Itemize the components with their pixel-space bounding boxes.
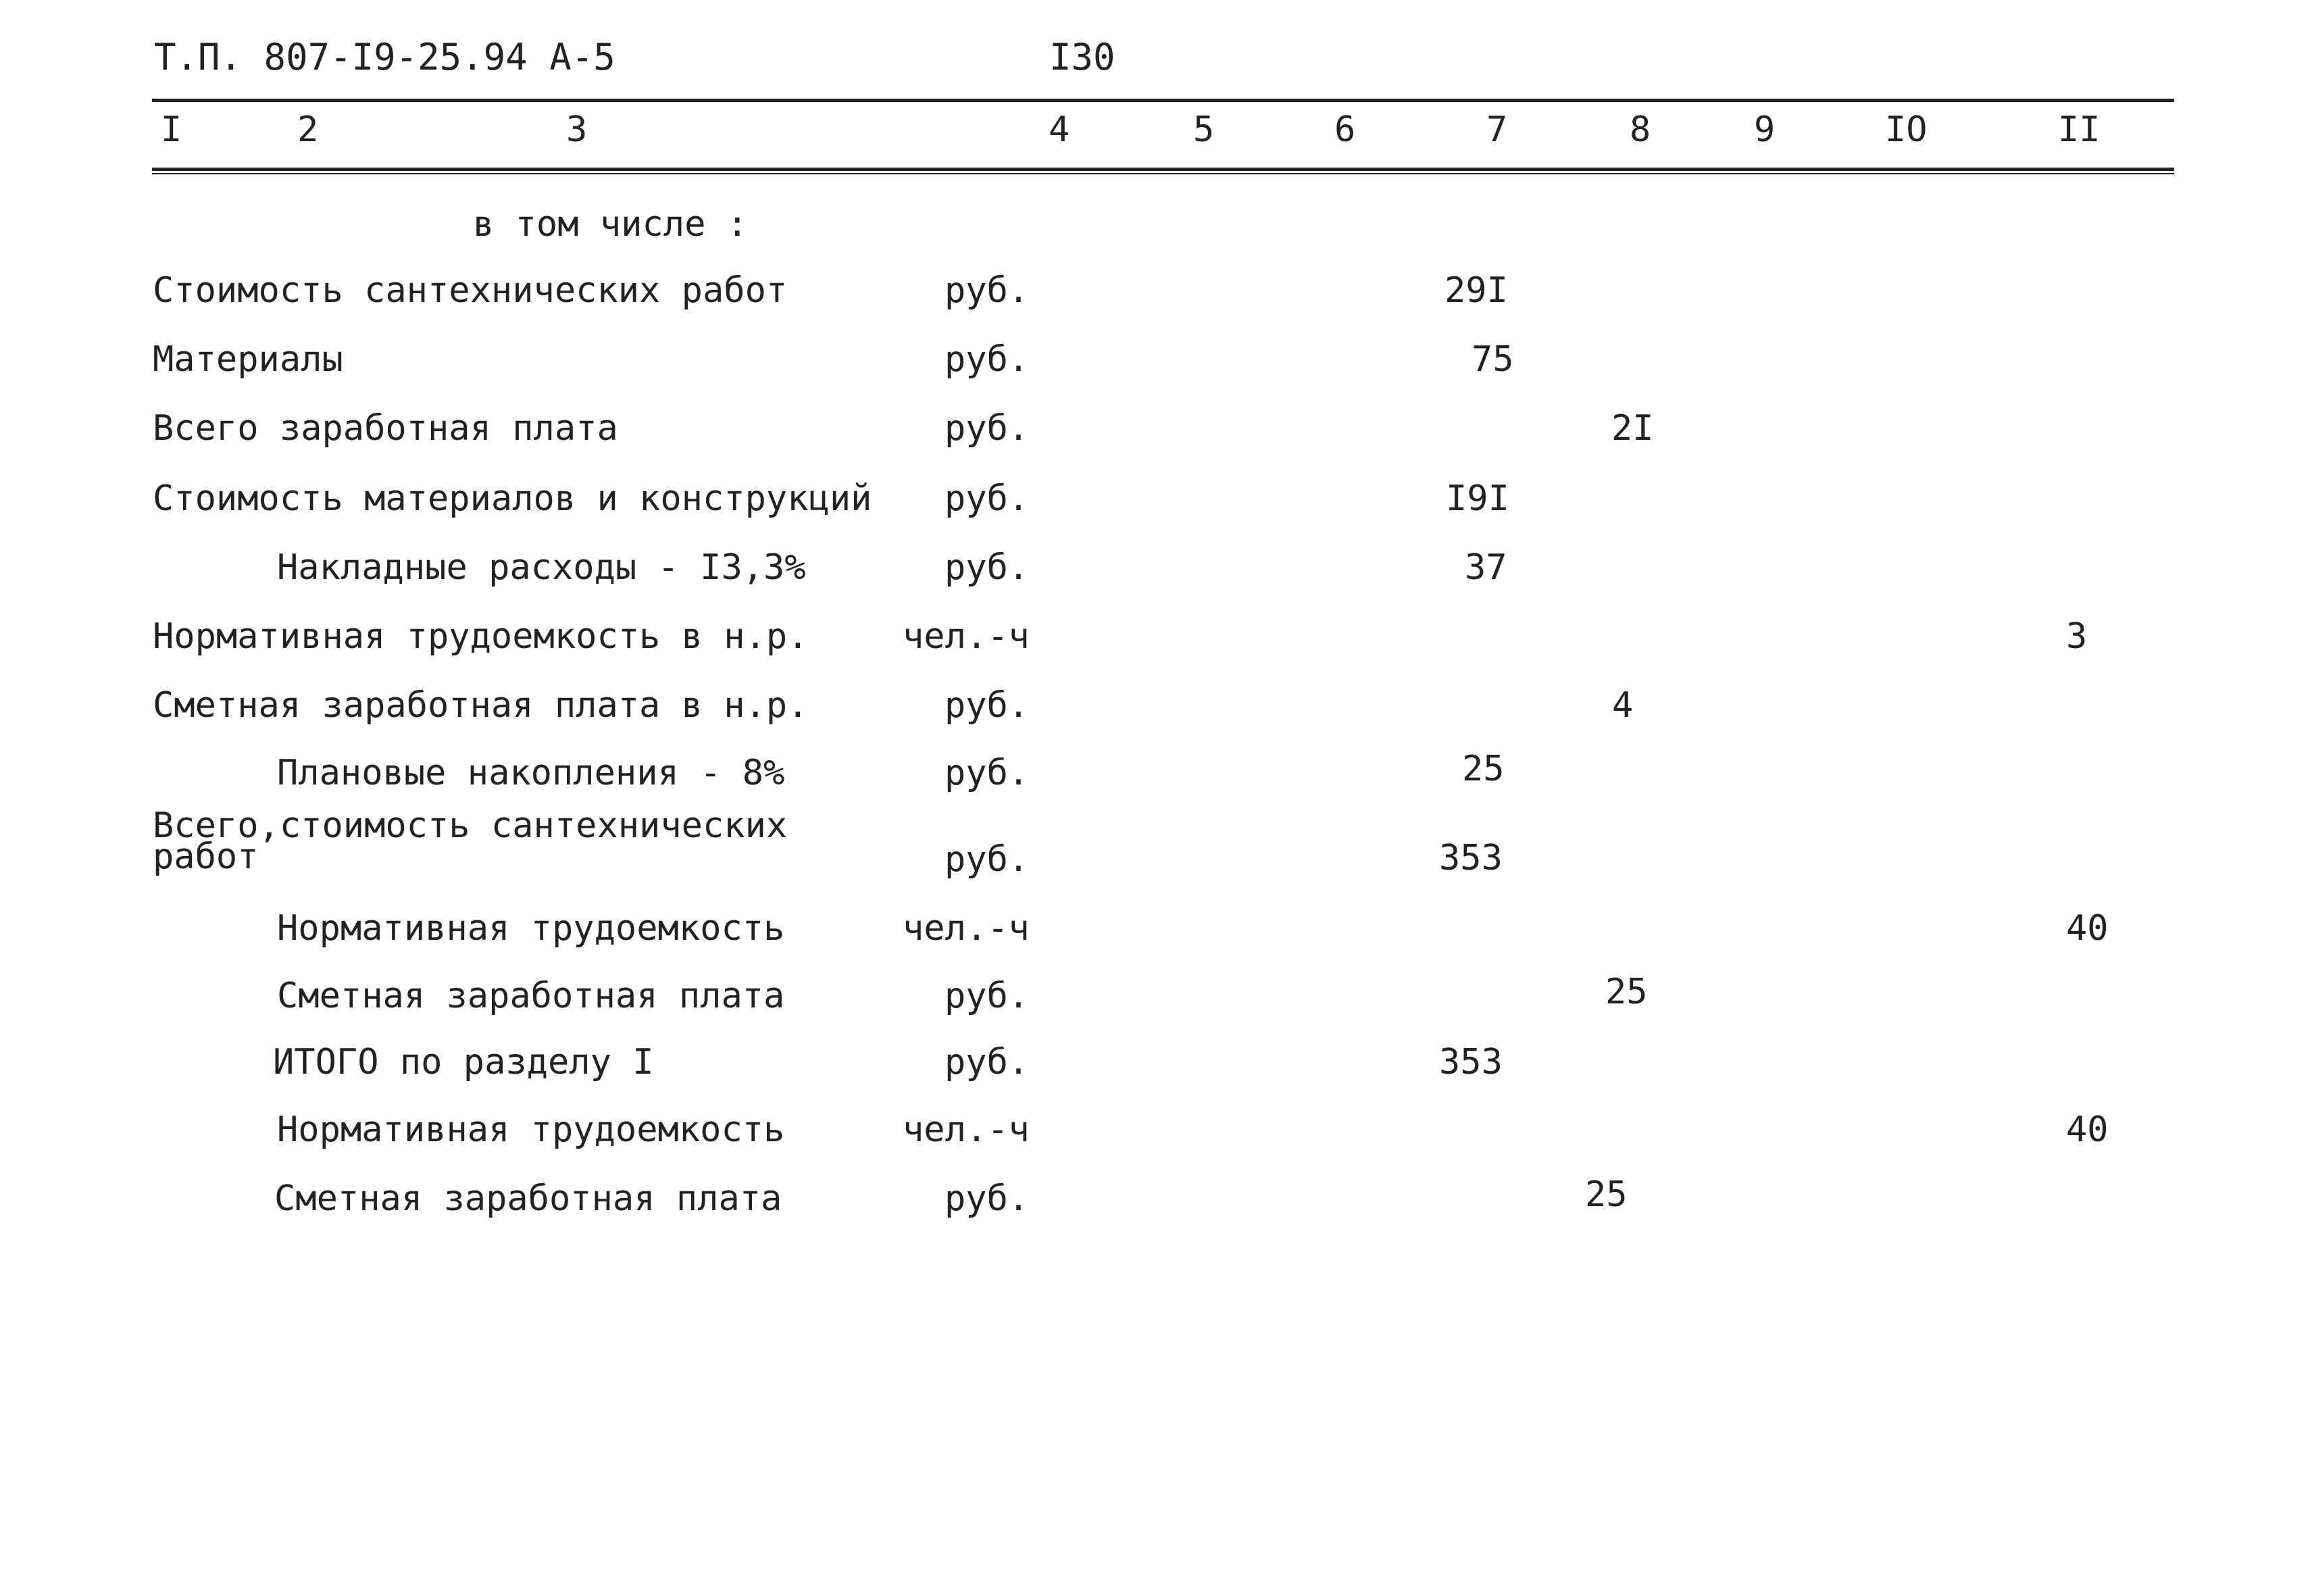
column-number-11: II	[2058, 109, 2101, 150]
row-label: Стоимость сантехнических работ	[153, 270, 788, 311]
column-number-6: 6	[1334, 109, 1356, 150]
row-value: 40	[2066, 1109, 2109, 1150]
row-label: Сметная заработная плата в н.р.	[153, 685, 809, 726]
row-label: Материалы	[153, 339, 343, 380]
row-unit: руб.	[945, 478, 1030, 519]
row-value: I9I	[1446, 478, 1509, 519]
table-top-rule	[152, 99, 2174, 102]
section-intro: в том числе :	[473, 204, 748, 245]
row-unit: чел.-ч	[903, 908, 1030, 949]
column-number-3: 3	[566, 109, 588, 150]
row-label: Плановые накопления - 8%	[277, 753, 785, 793]
row-label-continuation: работ	[153, 837, 259, 877]
row-label: Сметная заработная плата	[274, 1178, 782, 1219]
row-label: Накладные расходы - I3,3%	[277, 547, 806, 588]
row-unit: руб.	[945, 685, 1030, 726]
row-value: 29I	[1444, 270, 1508, 311]
row-value: 4	[1612, 685, 1634, 726]
row-label: Нормативная трудоемкость	[277, 1109, 785, 1150]
row-unit: руб.	[945, 270, 1030, 311]
row-unit: руб.	[945, 339, 1030, 380]
row-unit: чел.-ч	[903, 1109, 1030, 1150]
row-unit: руб.	[945, 547, 1030, 588]
document-code: Т.П. 807-I9-25.94 А-5	[154, 36, 615, 78]
page-number: I30	[1049, 36, 1115, 78]
row-unit: руб.	[945, 408, 1030, 449]
row-value: 40	[2066, 908, 2109, 949]
row-unit: руб.	[945, 839, 1030, 880]
table-header-rule	[152, 168, 2174, 171]
row-unit: чел.-ч	[903, 616, 1030, 657]
row-value: 25	[1605, 972, 1648, 1012]
row-unit: руб.	[945, 976, 1030, 1016]
row-label: Стоимость материалов и конструкций	[153, 478, 872, 519]
row-label: Нормативная трудоемкость в н.р.	[153, 616, 809, 657]
row-label: Нормативная трудоемкость	[277, 908, 785, 949]
row-label: Всего,стоимость сантехнических	[153, 805, 788, 846]
row-unit: руб.	[945, 1178, 1030, 1219]
row-value: 25	[1585, 1174, 1628, 1215]
row-unit: руб.	[945, 1042, 1030, 1082]
row-value: 37	[1465, 547, 1507, 588]
column-number-8: 8	[1630, 109, 1651, 150]
row-label: ИТОГО по разделу I	[273, 1042, 654, 1082]
row-value: 2I	[1611, 408, 1654, 449]
row-value: 25	[1462, 749, 1505, 789]
row-label: Сметная заработная плата	[277, 976, 785, 1016]
row-unit: руб.	[945, 753, 1030, 793]
column-number-1: I	[161, 109, 182, 150]
row-value: 353	[1439, 1042, 1503, 1082]
column-number-9: 9	[1754, 109, 1776, 150]
row-label: Всего заработная плата	[153, 408, 618, 449]
column-number-2: 2	[297, 109, 319, 150]
column-number-4: 4	[1049, 109, 1070, 150]
table-header-subrule	[152, 173, 2174, 174]
row-value: 75	[1472, 339, 1514, 380]
column-number-10: IO	[1885, 109, 1928, 150]
row-value: 3	[2066, 616, 2088, 657]
column-number-7: 7	[1486, 109, 1508, 150]
column-number-5: 5	[1193, 109, 1215, 150]
row-value: 353	[1439, 838, 1503, 878]
